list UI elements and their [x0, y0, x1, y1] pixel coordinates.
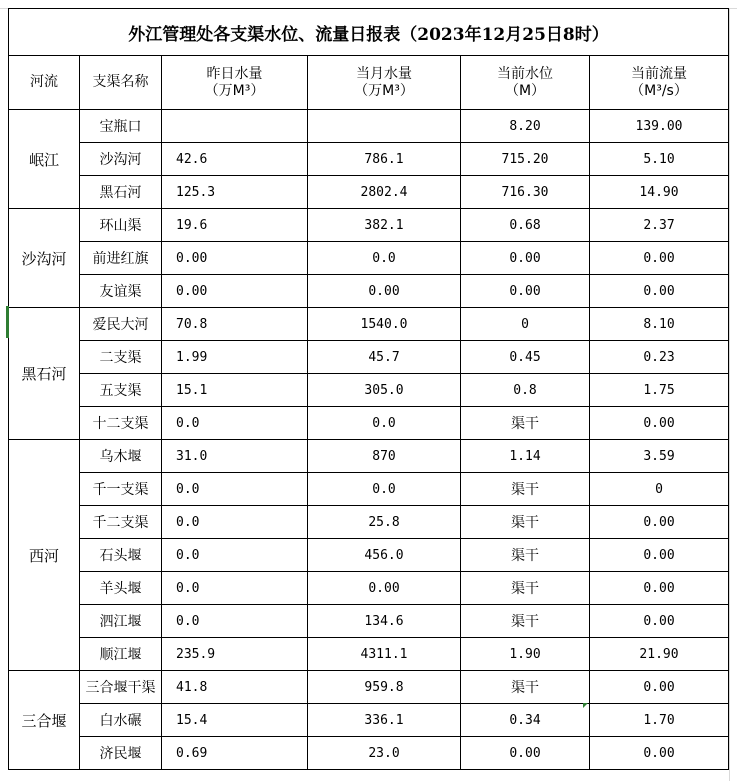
channel-cell[interactable]: 泗江堰 — [80, 605, 162, 638]
table-row — [9, 737, 729, 770]
cell-comment-marker — [583, 703, 588, 708]
level-cell[interactable]: 8.20 — [461, 110, 590, 143]
month-cell[interactable]: 959.8 — [308, 671, 461, 704]
header-month-line1: 当月水量 — [356, 65, 412, 82]
yesterday-cell[interactable]: 41.8 — [162, 671, 308, 704]
daily-report-sheet — [8, 8, 729, 770]
table-row — [9, 572, 729, 605]
month-cell[interactable]: 25.8 — [308, 506, 461, 539]
report-title[interactable]: 外江管理处各支渠水位、流量日报表（2023年12月25日8时） — [9, 9, 729, 56]
table-row — [9, 143, 729, 176]
yesterday-cell[interactable]: 235.9 — [162, 638, 308, 671]
yesterday-cell[interactable]: 0.0 — [162, 572, 308, 605]
flow-cell[interactable]: 0.00 — [590, 605, 729, 638]
table-row — [9, 242, 729, 275]
channel-cell[interactable]: 前进红旗 — [80, 242, 162, 275]
yesterday-cell[interactable]: 15.1 — [162, 374, 308, 407]
month-cell[interactable] — [308, 110, 461, 143]
flow-cell[interactable]: 14.90 — [590, 176, 729, 209]
channel-cell[interactable]: 十二支渠 — [80, 407, 162, 440]
table-row — [9, 605, 729, 638]
flow-cell[interactable]: 21.90 — [590, 638, 729, 671]
month-cell[interactable]: 456.0 — [308, 539, 461, 572]
flow-cell[interactable]: 5.10 — [590, 143, 729, 176]
yesterday-cell[interactable] — [162, 110, 308, 143]
table-row — [9, 704, 729, 737]
table-row — [9, 374, 729, 407]
month-cell[interactable]: 305.0 — [308, 374, 461, 407]
table-row — [9, 671, 729, 704]
level-cell[interactable]: 0.00 — [461, 242, 590, 275]
flow-cell[interactable]: 0.00 — [590, 242, 729, 275]
month-cell[interactable]: 23.0 — [308, 737, 461, 770]
yesterday-cell[interactable]: 0.0 — [162, 605, 308, 638]
yesterday-cell[interactable]: 19.6 — [162, 209, 308, 242]
yesterday-cell[interactable]: 0.0 — [162, 506, 308, 539]
yesterday-cell[interactable]: 31.0 — [162, 440, 308, 473]
header-river[interactable]: 河流 — [9, 56, 80, 110]
channel-cell[interactable]: 爱民大河 — [80, 308, 162, 341]
flow-cell[interactable]: 1.70 — [590, 704, 729, 737]
yesterday-cell[interactable]: 0.69 — [162, 737, 308, 770]
river-cell-shagouhe[interactable]: 沙沟河 — [9, 209, 80, 308]
month-cell[interactable]: 382.1 — [308, 209, 461, 242]
table-row — [9, 506, 729, 539]
month-cell[interactable]: 45.7 — [308, 341, 461, 374]
month-cell[interactable]: 0.0 — [308, 407, 461, 440]
level-cell[interactable]: 1.14 — [461, 440, 590, 473]
flow-cell[interactable]: 8.10 — [590, 308, 729, 341]
level-cell[interactable]: 渠干 — [461, 539, 590, 572]
header-flow[interactable] — [590, 56, 729, 110]
level-cell[interactable]: 0 — [461, 308, 590, 341]
flow-cell[interactable]: 0.00 — [590, 506, 729, 539]
table-row — [9, 407, 729, 440]
month-cell[interactable]: 0.0 — [308, 242, 461, 275]
channel-cell[interactable]: 五支渠 — [80, 374, 162, 407]
flow-cell[interactable]: 0.00 — [590, 737, 729, 770]
flow-cell[interactable]: 2.37 — [590, 209, 729, 242]
header-level-line2: （M） — [504, 82, 546, 99]
level-cell[interactable]: 渠干 — [461, 473, 590, 506]
channel-cell[interactable]: 千二支渠 — [80, 506, 162, 539]
channel-cell[interactable]: 友谊渠 — [80, 275, 162, 308]
month-cell[interactable]: 4311.1 — [308, 638, 461, 671]
header-row — [9, 56, 729, 110]
header-level-line1: 当前水位 — [497, 65, 553, 82]
flow-cell[interactable]: 0.23 — [590, 341, 729, 374]
flow-cell[interactable]: 0.00 — [590, 539, 729, 572]
channel-cell[interactable]: 千一支渠 — [80, 473, 162, 506]
flow-cell[interactable]: 0 — [590, 473, 729, 506]
channel-cell[interactable]: 沙沟河 — [80, 143, 162, 176]
table-row — [9, 440, 729, 473]
month-cell[interactable]: 870 — [308, 440, 461, 473]
level-cell[interactable]: 0.00 — [461, 275, 590, 308]
yesterday-cell[interactable]: 0.0 — [162, 539, 308, 572]
sheet-right-gridline — [729, 8, 737, 781]
yesterday-cell[interactable]: 70.8 — [162, 308, 308, 341]
header-flow-line2: （M³/s） — [630, 82, 688, 99]
header-month-line2: （万M³） — [354, 82, 414, 99]
yesterday-cell[interactable]: 42.6 — [162, 143, 308, 176]
table-row — [9, 539, 729, 572]
flow-cell[interactable]: 0.00 — [590, 671, 729, 704]
level-cell[interactable]: 渠干 — [461, 572, 590, 605]
header-water-level[interactable] — [461, 56, 590, 110]
table-row — [9, 638, 729, 671]
river-cell-sanheyan[interactable]: 三合堰 — [9, 671, 80, 770]
level-cell[interactable]: 0.8 — [461, 374, 590, 407]
channel-cell[interactable]: 石头堰 — [80, 539, 162, 572]
yesterday-cell[interactable]: 125.3 — [162, 176, 308, 209]
river-cell-minjiang[interactable]: 岷江 — [9, 110, 80, 209]
channel-cell[interactable]: 乌木堰 — [80, 440, 162, 473]
report-table — [8, 8, 729, 770]
header-yesterday-line1: 昨日水量 — [206, 65, 263, 82]
channel-cell[interactable]: 宝瓶口 — [80, 110, 162, 143]
table-row — [9, 209, 729, 242]
flow-cell[interactable]: 0.00 — [590, 275, 729, 308]
header-flow-line1: 当前流量 — [631, 65, 687, 82]
channel-cell[interactable]: 黑石河 — [80, 176, 162, 209]
level-cell[interactable]: 渠干 — [461, 407, 590, 440]
header-channel[interactable]: 支渠名称 — [80, 56, 162, 110]
channel-cell[interactable]: 顺江堰 — [80, 638, 162, 671]
header-yesterday-line2: （万M³） — [204, 82, 265, 99]
cell-edge-marker — [6, 306, 9, 338]
channel-cell[interactable]: 三合堰干渠 — [80, 671, 162, 704]
header-month-volume[interactable] — [308, 56, 461, 110]
table-row — [9, 308, 729, 341]
channel-cell[interactable]: 白水碾 — [80, 704, 162, 737]
yesterday-cell[interactable]: 0.00 — [162, 275, 308, 308]
level-cell[interactable]: 716.30 — [461, 176, 590, 209]
table-row — [9, 110, 729, 143]
header-yesterday-volume[interactable] — [162, 56, 308, 110]
table-row — [9, 176, 729, 209]
yesterday-cell[interactable]: 0.0 — [162, 473, 308, 506]
month-cell[interactable]: 2802.4 — [308, 176, 461, 209]
channel-cell[interactable]: 二支渠 — [80, 341, 162, 374]
channel-cell[interactable]: 羊头堰 — [80, 572, 162, 605]
month-cell[interactable]: 134.6 — [308, 605, 461, 638]
level-cell[interactable]: 0.34 — [461, 704, 590, 737]
yesterday-cell[interactable]: 0.00 — [162, 242, 308, 275]
level-cell[interactable]: 715.20 — [461, 143, 590, 176]
level-cell[interactable]: 渠干 — [461, 671, 590, 704]
month-cell[interactable]: 1540.0 — [308, 308, 461, 341]
level-cell[interactable]: 渠干 — [461, 605, 590, 638]
channel-cell[interactable]: 济民堰 — [80, 737, 162, 770]
level-cell[interactable]: 0.68 — [461, 209, 590, 242]
flow-cell[interactable]: 1.75 — [590, 374, 729, 407]
river-cell-xihe[interactable]: 西河 — [9, 440, 80, 671]
month-cell[interactable]: 336.1 — [308, 704, 461, 737]
level-cell[interactable]: 0.00 — [461, 737, 590, 770]
month-cell[interactable]: 0.00 — [308, 572, 461, 605]
month-cell[interactable]: 786.1 — [308, 143, 461, 176]
table-row — [9, 341, 729, 374]
level-cell[interactable]: 渠干 — [461, 506, 590, 539]
yesterday-cell[interactable]: 1.99 — [162, 341, 308, 374]
channel-cell[interactable]: 环山渠 — [80, 209, 162, 242]
table-row — [9, 275, 729, 308]
month-cell[interactable]: 0.0 — [308, 473, 461, 506]
yesterday-cell[interactable]: 15.4 — [162, 704, 308, 737]
flow-cell[interactable]: 3.59 — [590, 440, 729, 473]
level-cell[interactable]: 0.45 — [461, 341, 590, 374]
flow-cell[interactable]: 0.00 — [590, 407, 729, 440]
table-row — [9, 473, 729, 506]
river-cell-heishihe[interactable]: 黑石河 — [9, 308, 80, 440]
yesterday-cell[interactable]: 0.0 — [162, 407, 308, 440]
level-cell[interactable]: 1.90 — [461, 638, 590, 671]
month-cell[interactable]: 0.00 — [308, 275, 461, 308]
flow-cell[interactable]: 139.00 — [590, 110, 729, 143]
flow-cell[interactable]: 0.00 — [590, 572, 729, 605]
